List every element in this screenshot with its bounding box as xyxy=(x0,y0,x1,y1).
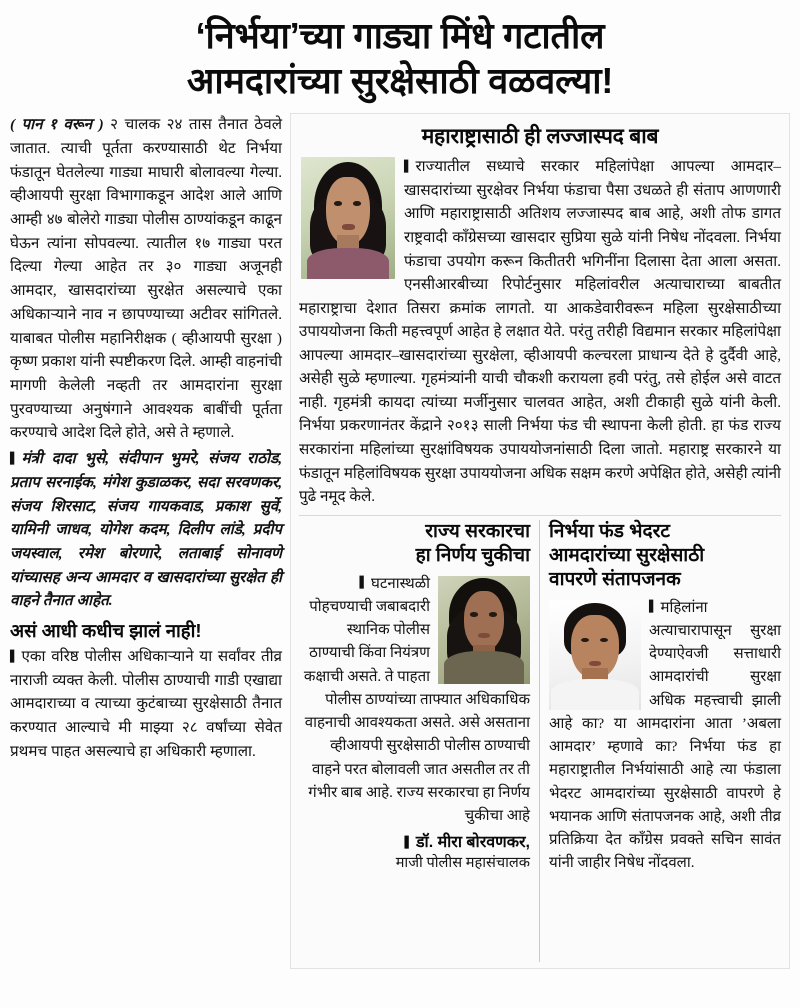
sidebar-middle xyxy=(299,520,540,963)
sidebar-middle-body-text: घटनास्थळी पोहचण्याची जबाबदारी स्थानिक पोलीस ठाण्याची किंवा नियंत्रण कक्षाची असते. ते पाहता पोलीस ठाण्यांच्या ताफ्यात अधिकाधिक वाहनाची आवश्यकता असते. असे असताना व्हीआयपी सुरक्षेसाठी पोलीस ठाण्याची वाहने परत बोलावली जात असतील तर ती गंभीर बाब आहे. राज्य सरकारचा हा निर्णय चुकीचा आहे xyxy=(303,575,530,825)
sidebar-right-title-line-1: निर्भया फंड भेदरट xyxy=(549,520,670,542)
sidebar-middle-title-line-2: हा निर्णय चुकीचा xyxy=(415,544,530,566)
headline-line-2: आमदारांच्या सुरक्षेसाठी वळवल्या! xyxy=(186,59,614,101)
square-bullet-icon: ▌ xyxy=(359,576,368,590)
square-bullet-icon: ▌ xyxy=(10,451,19,465)
right-boxed-area xyxy=(290,113,790,969)
feature-title: महाराष्ट्रासाठी ही लज्जास्पद बाब xyxy=(421,125,659,149)
left-subhead: असं आधी कधीच झालं नाही! xyxy=(10,620,202,642)
supriya-sule-portrait xyxy=(301,157,395,279)
sidebar-middle-title xyxy=(299,520,530,568)
sidebar-right-title-line-2: आमदारांच्या सुरक्षेसाठी xyxy=(549,544,705,566)
meera-borwankar-portrait xyxy=(438,576,530,684)
article-body-grid xyxy=(0,107,800,969)
sidebar-right-title xyxy=(549,520,781,592)
continuation-note: ( पान १ वरून ) xyxy=(10,116,104,134)
left-paragraph-1-text: २ चालक २४ तास तैनात ठेवले जातात. त्याची पूर्तता करण्यासाठी थेट निर्भया फंडातून घेतलेल्या गाड्या माघारी बोलावल्या गेल्या. व्हीआयपी सुरक्षा विभागाकडून आदेश आले आणि आम्ही ४७ बोलेरो गाड्या पोलीस ठाण्यांकडून काढून घेऊन त्यांना सोपवल्या. त्यातील १७ गाड्या परत दिल्या गेल्या आहेत तर ३० गाड्या अजूनही आमदार, खासदारांच्या सुरक्षेत असल्याचे एका अधिकाऱ्याने नाव न छापण्याच्या अटीवर सांगितले. याबाबत पोलीस महानिरीक्षक ( व्हीआयपी सुरक्षा ) कृष्ण प्रकाश यांनी स्पष्टीकरण दिले. आम्ही वाहनांची मागणी केलेली नव्हती तर आमदारांना सुरक्षा पुरवण्याच्या अनुषंगाने आवश्यक बाबींची पूर्तता करण्याचे आदेश दिले होते, असे ते म्हणाले. xyxy=(10,116,282,442)
sachin-sawant-portrait xyxy=(549,600,641,710)
sidebar-middle-attribution-role: माजी पोलीस महासंचालक xyxy=(395,855,530,872)
square-bullet-icon: ▌ xyxy=(404,835,413,849)
sidebar-middle-attribution-name: डॉ. मीरा बोरवणकर, xyxy=(415,834,530,852)
headline-line-1: ‘निर्भया’च्या गाड्या मिंधे गटातील xyxy=(195,15,605,56)
square-bullet-icon: ▌ xyxy=(404,159,413,173)
square-bullet-icon: ▌ xyxy=(10,649,19,663)
left-column xyxy=(10,113,290,969)
sidebar-right-title-line-3: वापरणे संतापजनक xyxy=(549,568,681,590)
left-paragraph-names xyxy=(10,447,282,613)
feature-section xyxy=(299,120,781,515)
sidebar-middle-attribution xyxy=(299,830,530,852)
sidebar-right xyxy=(540,520,781,963)
sidebar-middle-title-line-1: राज्य सरकारचा xyxy=(425,520,530,542)
left-paragraph-3 xyxy=(10,645,282,764)
sidebar-right-body-text: महिलांना अत्याचारापासून सुरक्षा देण्याऐवजी सत्ताधारी आमदारांची सुरक्षा अधिक महत्त्वाची झाली आहे का? या आमदारांना आता ’अबला आमदार’ म्हणावे का? निर्भया फंड हा महाराष्ट्रातील निर्भयांसाठी आहे त्या फंडाला भेदरट आमदारांच्या सुरक्षेसाठी वापरणे हे भयानक आणि संतापजनक आहे, अशी तीव्र प्रतिक्रिया देत काँग्रेस प्रवक्ते सचिन सावंत यांनी जाहीर निषेध नोंदवला. xyxy=(549,599,781,872)
left-paragraph-3-text: एका वरिष्ठ पोलीस अधिकाऱ्याने या सर्वांवर तीव्र नाराजी व्यक्त केली. पोलीस ठाण्याची गाडी एखाद्या आमदाराच्या व त्याच्या कुटंबाच्या सुरक्षेसाठी तैनात करण्यात आल्याचे मी माझ्या २८ वर्षांच्या सेवेत प्रथमच पाहत असल्याचे हा अधिकारी म्हणाला. xyxy=(10,648,282,760)
square-bullet-icon: ▌ xyxy=(649,600,658,613)
main-headline-block xyxy=(0,0,800,107)
page-title xyxy=(18,14,782,103)
left-paragraph-1 xyxy=(10,113,282,445)
feature-body-text: राज्यातील सध्याचे सरकार महिलांपेक्षा आपल्या आमदार–खासदारांच्या सुरक्षेवर निर्भया फंडाचा पैसा उधळते ही संताप आणणारी आणि महाराष्ट्रासाठी अतिशय लज्जास्पद बाब आहे, अशी तोफ डागत राष्ट्रवादी काँग्रेसच्या खासदार सुप्रिया सुळे यांनी निषेध नोंदवला. निर्भया फंडाचा उपयोग करून कितीतरी भगिनींना दिलासा देता आला असता. एनसीआरबीच्या रिपोर्टनुसार महिलांवरील अत्याचाराच्या बाबतीत महाराष्ट्राचा देशात तिसरा क्रमांक लागतो. या आकडेवारीवरून महिला सुरक्षेसाठीच्या उपाययोजना किती महत्त्वपूर्ण आहेत हे लक्षात येते. परंतु तरीही विद्यमान सरकार महिलांपेक्षा आपल्या आमदार–खासदारांच्या सुरक्षेला, व्हीआयपी कल्चरला प्राधान्य देते हे दुर्दैवी आहे, असेही सुळे म्हणाल्या. गृहमंत्र्यांनी याची चौकशी करायला हवी परंतु, तसे होईल असे वाटत नाही. गृहमंत्री कायदा त्यांच्या मर्जीनुसार चालवत आहेत, अशी टीकाही सुळे यांनी केली. निर्भया प्रकरणानंतर केंद्राने २०१३ साली निर्भया फंड ची स्थापना केली होती. हा फंड राज्य सरकारांना महिलांच्या सुरक्षांविषयक उपाययोजनांसाठी दिला जातो. महाराष्ट्र सरकारने या फंडातून महिलांविषयक सुरक्षा उपाययोजना अधिक सक्षम करणे अपेक्षित होते, असेही त्यांनी पुढे नमूद केले. xyxy=(299,158,781,506)
lower-columns xyxy=(299,520,781,963)
left-paragraph-names-text: मंत्री दादा भुसे, संदीपान भुमरे, संजय राठोड, प्रताप सरनाईक, मंगेश कुडाळकर, सदा सरवणकर, संजय शिरसाट, संजय गायकवाड, प्रकाश सुर्वे, यामिनी जाधव, योगेश कदम, दिलीप लांडे, प्रदीप जयस्वाल, रमेश बोरणारे, लताबाई सोनावणे यांच्यासह अन्य आमदार व खासदारांच्या सुरक्षेत ही वाहने तैनात आहेत. xyxy=(10,450,282,610)
